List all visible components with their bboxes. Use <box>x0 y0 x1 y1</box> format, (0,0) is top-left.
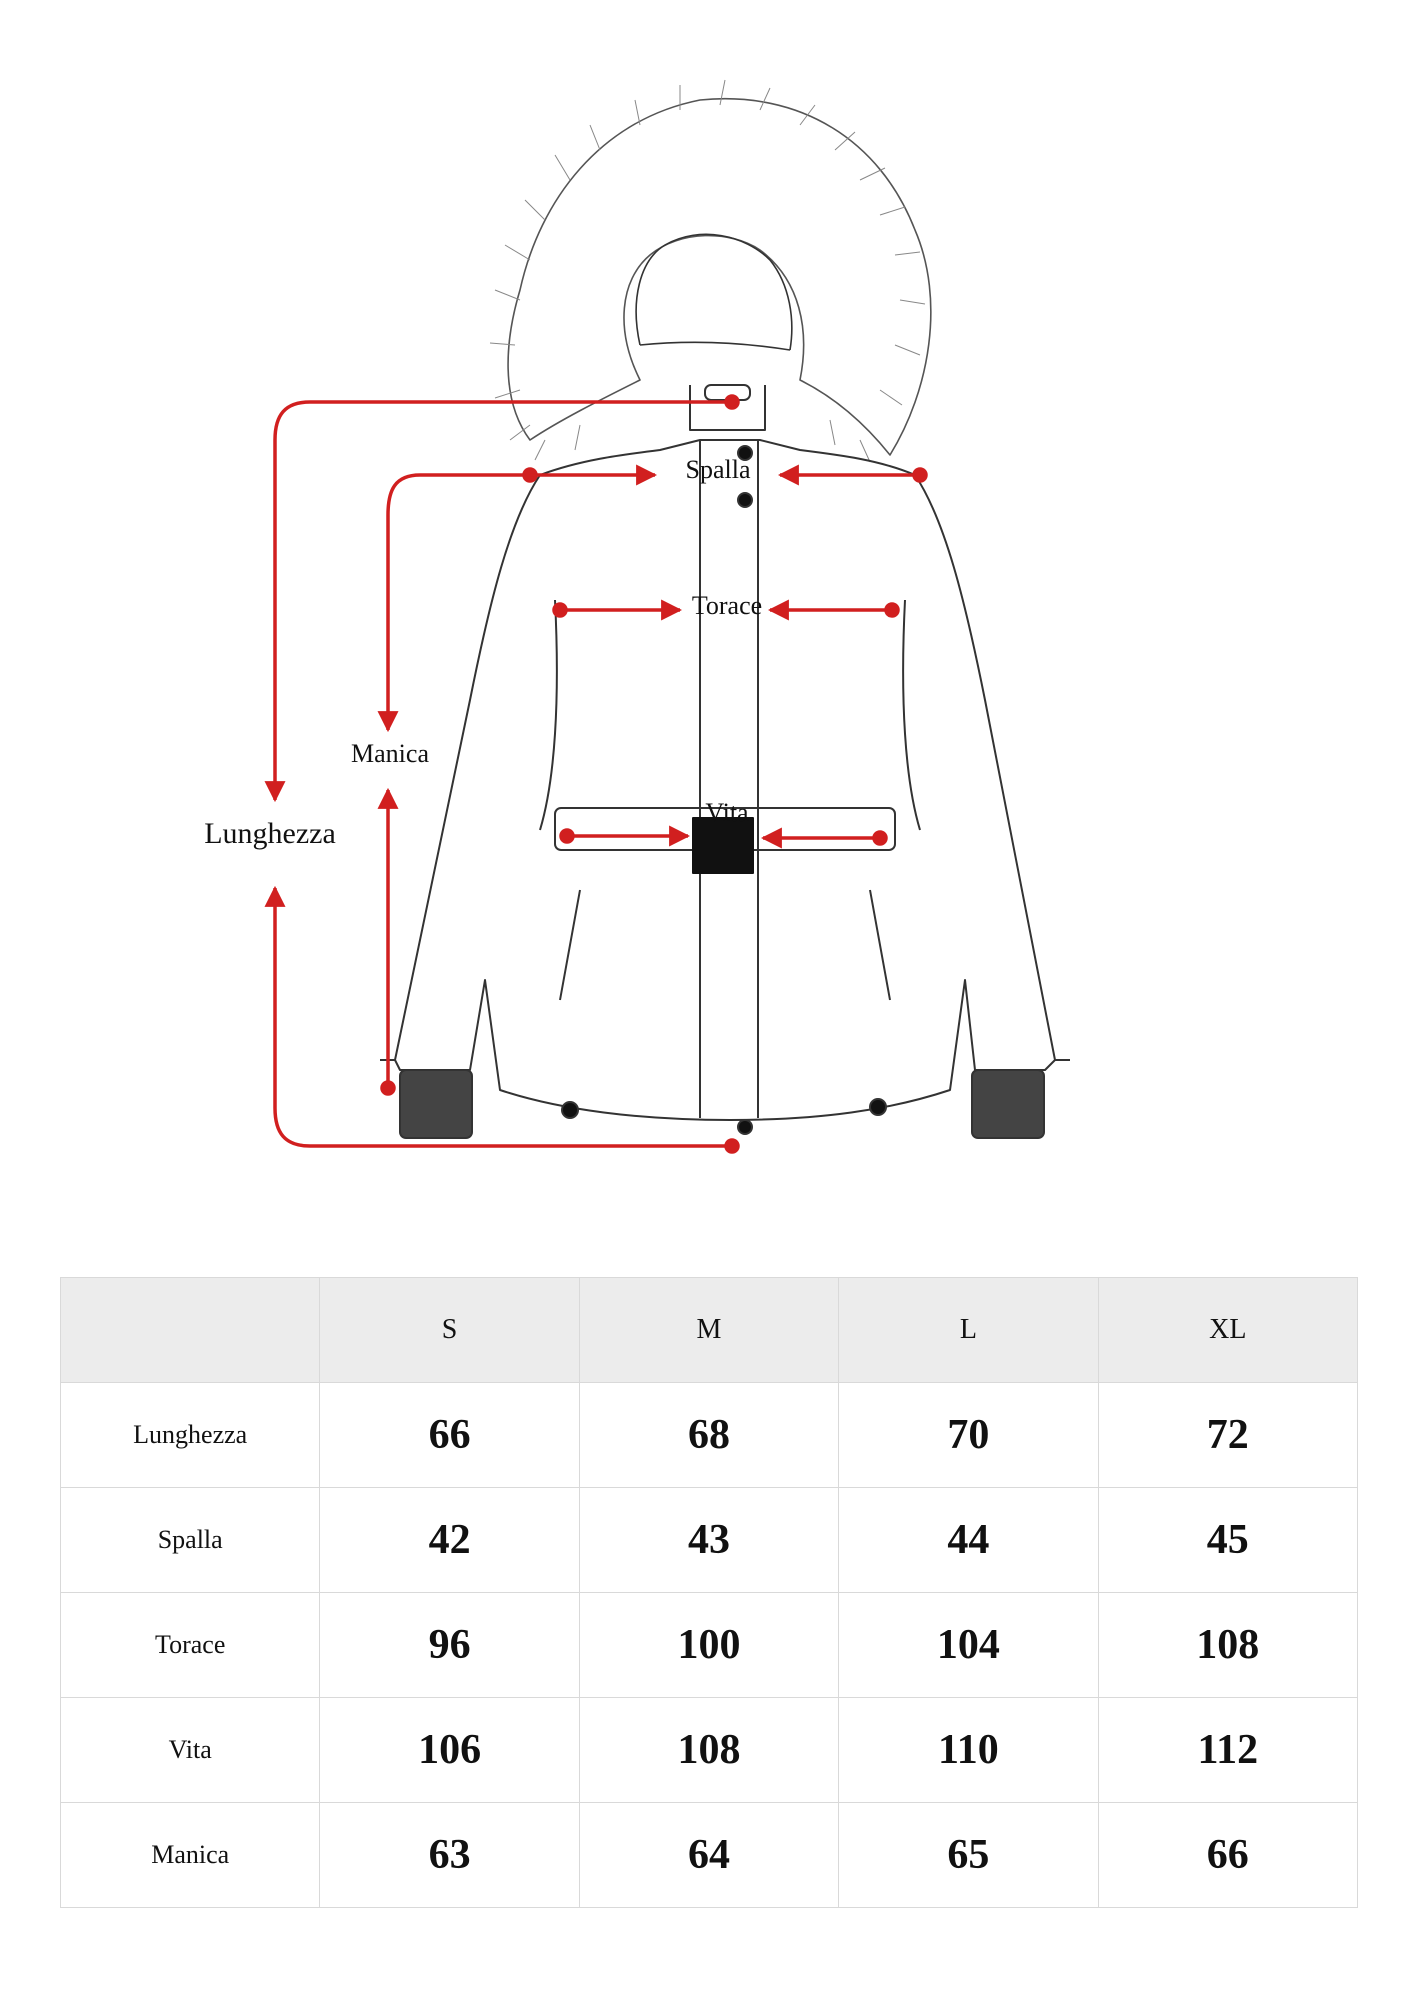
table-row <box>61 1593 1358 1698</box>
row-label: Spalla <box>61 1488 320 1593</box>
hood-lining <box>636 234 792 350</box>
measurement-cell: 64 <box>579 1803 838 1908</box>
corner-cell <box>61 1278 320 1383</box>
measurement-cell: 108 <box>579 1698 838 1803</box>
measurement-cell: 66 <box>1098 1803 1357 1908</box>
measurement-cell: 63 <box>320 1803 579 1908</box>
measurement-cell: 66 <box>320 1383 579 1488</box>
size-header: S <box>320 1278 579 1383</box>
measurement-cell: 108 <box>1098 1593 1357 1698</box>
size-chart-table <box>60 1277 1358 1908</box>
row-label: Lunghezza <box>61 1383 320 1488</box>
measurement-cell: 45 <box>1098 1488 1357 1593</box>
label-spalla: Spalla <box>685 455 751 484</box>
size-header: XL <box>1098 1278 1357 1383</box>
measurement-cell: 72 <box>1098 1383 1357 1488</box>
size-header: M <box>579 1278 838 1383</box>
table-row <box>61 1698 1358 1803</box>
measurement-cell: 110 <box>839 1698 1098 1803</box>
measurement-cell: 44 <box>839 1488 1098 1593</box>
measurement-cell: 96 <box>320 1593 579 1698</box>
label-lunghezza: Lunghezza <box>204 817 336 850</box>
manica-line-top <box>388 475 530 730</box>
left-cuff <box>400 1070 472 1138</box>
label-manica: Manica <box>351 739 429 768</box>
label-vita: Vita <box>705 798 749 827</box>
measurement-cell: 100 <box>579 1593 838 1698</box>
measurement-cell: 104 <box>839 1593 1098 1698</box>
size-header-row <box>61 1278 1358 1383</box>
size-header: L <box>839 1278 1098 1383</box>
row-label: Vita <box>61 1698 320 1803</box>
measurement-cell: 70 <box>839 1383 1098 1488</box>
measurement-cell: 68 <box>579 1383 838 1488</box>
measurement-lines <box>275 396 926 1152</box>
lunghezza-line-bottom <box>275 888 732 1146</box>
row-label: Torace <box>61 1593 320 1698</box>
table-row <box>61 1383 1358 1488</box>
right-cuff <box>972 1070 1044 1138</box>
measurement-cell: 42 <box>320 1488 579 1593</box>
jacket-body <box>395 440 1055 1120</box>
table-row <box>61 1803 1358 1908</box>
measurement-cell: 65 <box>839 1803 1098 1908</box>
label-torace: Torace <box>691 591 763 620</box>
table-row <box>61 1488 1358 1593</box>
lunghezza-line-top <box>275 402 732 800</box>
measurement-cell: 106 <box>320 1698 579 1803</box>
measurement-cell: 43 <box>579 1488 838 1593</box>
row-label: Manica <box>61 1803 320 1908</box>
measurement-cell: 112 <box>1098 1698 1357 1803</box>
